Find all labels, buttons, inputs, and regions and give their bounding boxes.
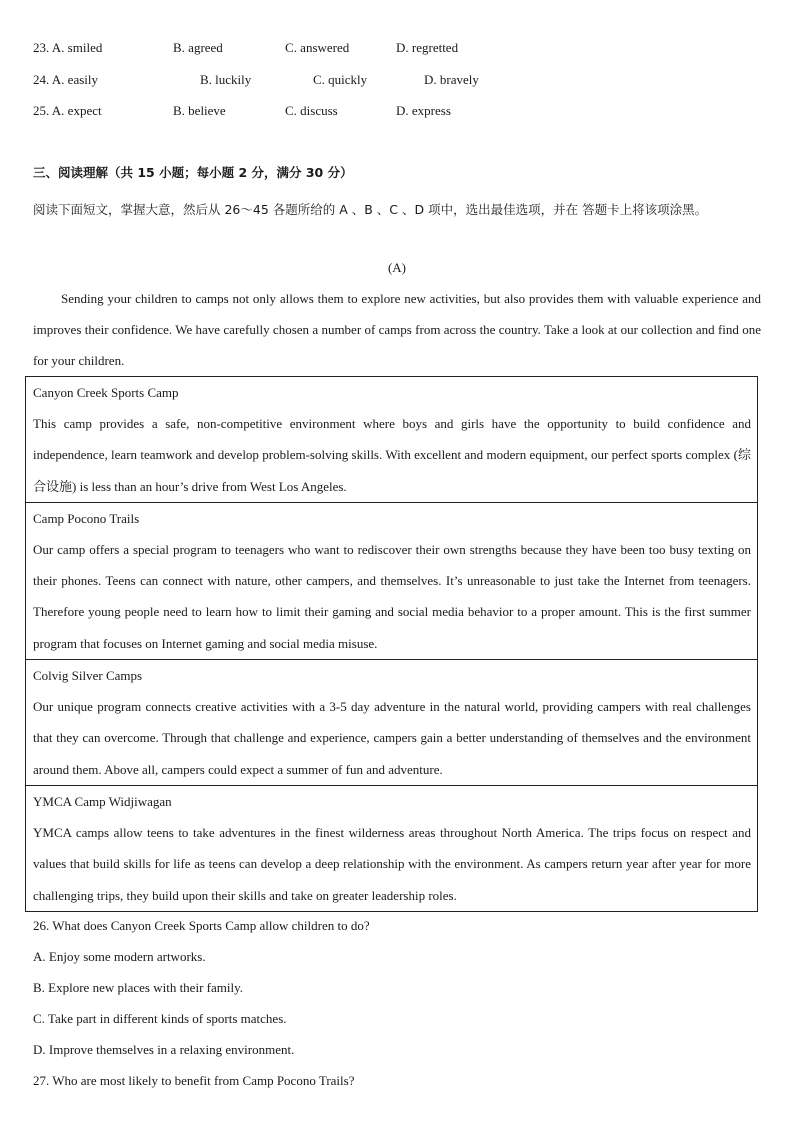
option-a: 24. A. easily xyxy=(33,72,98,87)
option-b: B. luckily xyxy=(200,72,252,87)
option-d: D. regretted xyxy=(396,40,459,55)
option-a: 23. A. smiled xyxy=(33,40,103,55)
camp-description: Our unique program connects creative activities with a 3-5 day adventure in the natural world, providing campers with real challenges that they can overcome. Through that challenge and experience, campers gain a better understanding of themselves and the environment around them. Above all, campers could expect a summer of fun and adventure. xyxy=(33,699,751,777)
option-b: B. agreed xyxy=(173,40,223,55)
question-26: 26. What does Canyon Creek Sports Camp allow children to do? xyxy=(33,918,370,933)
camp-name: Camp Pocono Trails xyxy=(33,510,140,526)
camp-description: YMCA camps allow teens to take adventures in the finest wilderness areas throughout North America. The trips focus on respect and values that build skills for life as teens can develop a deep relationship with the environment. As campers return year after year for more challenging trips, they build upon their skills and take on greater leadership roles. xyxy=(33,824,751,903)
option-d: D. bravely xyxy=(424,72,479,87)
section-title: 三、阅读理解（共 15 小题；每小题 2 分，满分 30 分） xyxy=(33,165,353,180)
question-26-option-d: D. Improve themselves in a relaxing environment. xyxy=(33,1042,295,1058)
camp-description: This camp provides a safe, non-competitive environment where boys and girls have the opportunity to build confidence and independence, learn teamwork and develop problem-solving skills. With excellent and modern equipment, our perfect sports complex (综合设施) is less than an hour’s drive from West Los Angeles. xyxy=(33,416,751,494)
question-26-option-c: C. Take part in different kinds of sports matches. xyxy=(33,1011,287,1027)
camp-entry xyxy=(26,785,757,911)
question-26-option-b: B. Explore new places with their family. xyxy=(33,980,243,996)
question-27: 27. Who are most likely to benefit from Camp Pocono Trails? xyxy=(33,1073,355,1089)
camp-entry xyxy=(26,377,757,502)
question-block xyxy=(33,910,761,1097)
option-c: C. discuss xyxy=(285,103,338,118)
camp-name: YMCA Camp Widjiwagan xyxy=(33,793,172,809)
option-d: D. express xyxy=(396,103,451,118)
camp-name: Colvig Silver Camps xyxy=(33,668,143,684)
option-c: C. quickly xyxy=(313,72,368,87)
passage-label: (A) xyxy=(387,260,407,275)
camp-name: Canyon Creek Sports Camp xyxy=(33,385,179,400)
passage-intro: Sending your children to camps not only allows them to explore new activities, but also provides them with valuable experience and improves their confidence. We have carefully chosen a number of camps from across the country. Take a look at our collection and find one for your children. xyxy=(33,291,761,368)
camp-description: Our camp offers a special program to teenagers who want to rediscover their own strengths because they have been too busy texting on their phones. Teens can connect with nature, other campers, and themselves. It’s unreasonable to just take the Internet from teenagers. Therefore young people need to learn how to limit their gaming and social media behavior to a proper amount. This is the first summer program that focuses on Internet gaming and social media misuse. xyxy=(33,541,751,651)
option-c: C. answered xyxy=(285,40,350,55)
camp-entry xyxy=(26,659,757,785)
question-26-option-a: A. Enjoy some modern artworks. xyxy=(33,949,206,965)
option-b: B. believe xyxy=(173,103,226,118)
option-a: 25. A. expect xyxy=(33,103,102,118)
camp-table xyxy=(25,376,758,912)
camp-entry xyxy=(26,502,757,659)
section-instructions: 阅读下面短文，掌握大意，然后从 26～45 各题所给的 A 、B 、C 、D 项中，选出最佳选项，并在 答题卡上将该项涂黑。 xyxy=(33,202,708,217)
